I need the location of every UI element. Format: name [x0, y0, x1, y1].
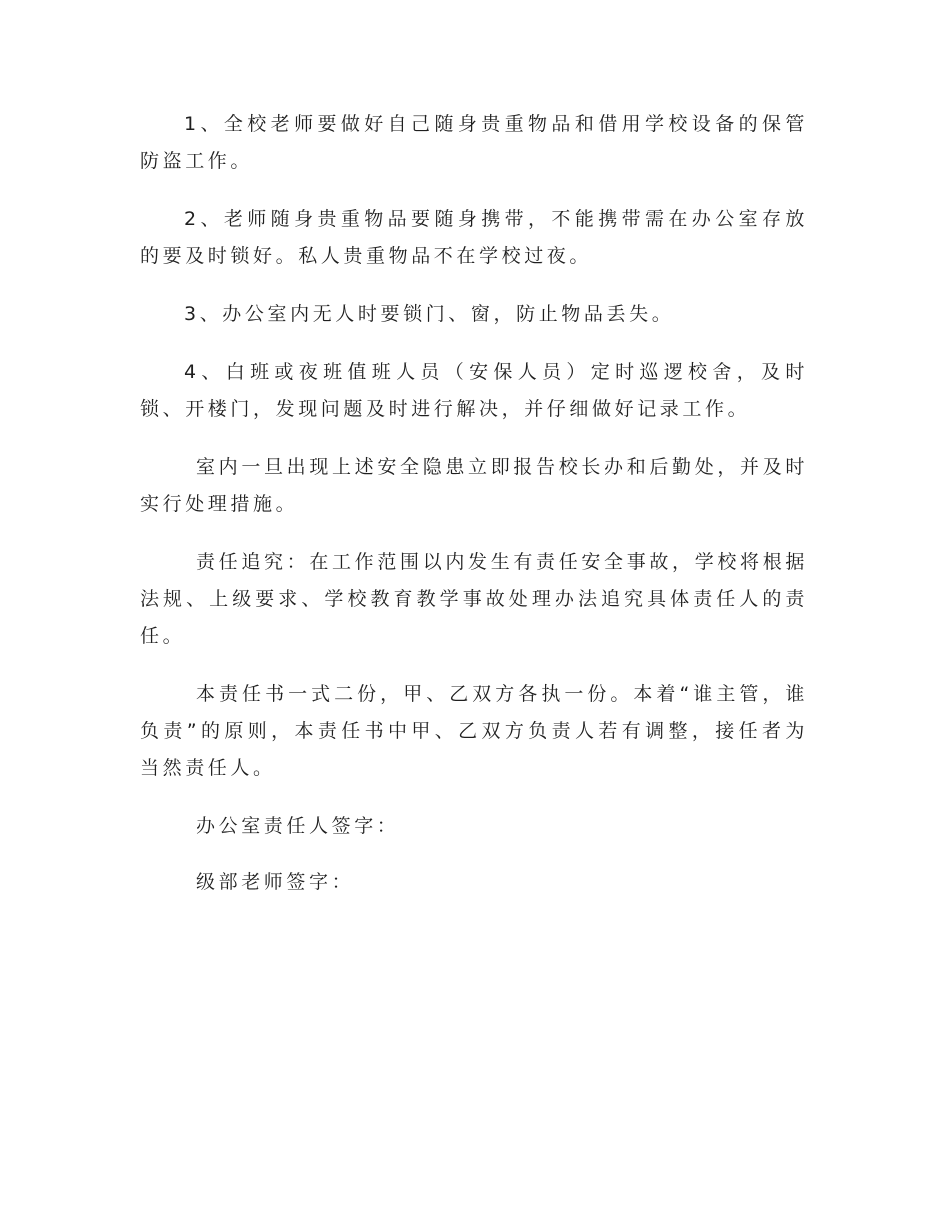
- report-paragraph: 室内一旦出现上述安全隐患立即报告校长办和后勤处，并及时实行处理措施。: [140, 456, 808, 515]
- clause-3: 3、办公室内无人时要锁门、窗，防止物品丢失。: [184, 303, 675, 325]
- clause-1: 1、全校老师要做好自己随身贵重物品和借用学校设备的保管防盗工作。: [140, 113, 808, 172]
- office-responsible-signature-label: 办公室责任人签字：: [196, 815, 400, 837]
- copies-paragraph: 本责任书一式二份，甲、乙双方各执一份。本着“谁主管，谁负责”的原则，本责任书中甲、乙双方负责人若有调整，接任者为当然责任人。: [140, 683, 808, 779]
- document-page: [140, 106, 808, 920]
- clause-4: 4、白班或夜班值班人员（安保人员）定时巡逻校舍，及时锁、开楼门，发现问题及时进行解决，并仔细做好记录工作。: [140, 361, 808, 420]
- accountability-paragraph: 责任追究：在工作范围以内发生有责任安全事故，学校将根据法规、上级要求、学校教育教学事故处理办法追究具体责任人的责任。: [140, 551, 808, 647]
- clause-2: 2、老师随身贵重物品要随身携带，不能携带需在办公室存放的要及时锁好。私人贵重物品不在学校过夜。: [140, 208, 808, 267]
- grade-teacher-signature-label: 级部老师签字：: [196, 871, 355, 893]
